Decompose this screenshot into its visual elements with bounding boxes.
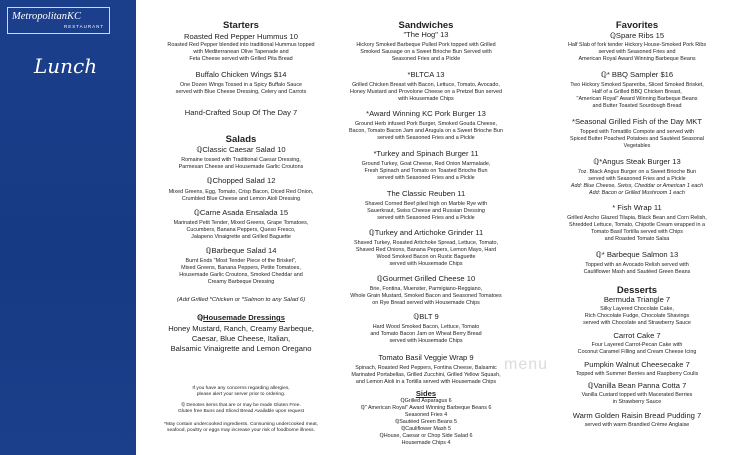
salads-heading: Salads <box>225 134 257 145</box>
angus-burger-desc-1: 7oz. Black Angus Burger on a Sweet Brioche Bun <box>577 169 697 175</box>
angus-burger-name <box>526 157 748 166</box>
side-green-beans-label: Sautéed Green Beans 5 <box>399 419 458 425</box>
cheesecake-desc-1: Topped with Summer Berries and Raspberry Coulis <box>575 371 699 377</box>
add-protein-note: (Add Grilled *Chicken or *Salmon to any Salad 6) <box>176 297 306 303</box>
gluten-free-icon: ℚ <box>205 246 212 255</box>
gluten-free-icon: ℚ <box>593 157 600 166</box>
bread-pudding-name: Warm Golden Raisin Bread Pudding 7 <box>572 411 702 420</box>
dressings-label: Housemade Dressings <box>203 313 285 322</box>
caesar-desc-2: Parmesan Cheese and Housemade Garlic Croutons <box>178 164 304 170</box>
blt-desc-1: Hard Wood Smoked Bacon, Lettuce, Tomato <box>372 324 480 330</box>
fish-of-day-desc-2: Spiced Butter Poached Potatoes and Sautéed Seasonal <box>570 136 704 142</box>
bbq-sampler-desc-2: Half of a Grilled BBQ Chicken Breast, <box>592 89 682 95</box>
grilled-cheese-name <box>342 274 510 283</box>
gluten-free-icon: ℚ <box>394 419 400 425</box>
grinder-desc-3: Wood Smoked Bacon on Rustic Baguette <box>376 254 476 260</box>
hummus-desc-1: Roasted Red Pepper blended into traditional Hummus topped <box>167 42 315 48</box>
blt-name <box>342 312 510 321</box>
wings-desc-1: One Dozen Wings Tossed in a Spicy Buffalo Sauce <box>179 82 303 88</box>
bread-pudding-desc-1: served with warm Brandied Crème Anglaise <box>584 422 690 428</box>
kc-burger-desc-3: served with Seasoned Fries and a Pickle <box>377 135 475 141</box>
soup-name: Hand-Crafted Soup Of The Day 7 <box>184 108 298 117</box>
bermuda-name: Bermuda Triangle 7 <box>603 295 671 304</box>
bbq-sampler-desc-4: and Butter Toasted Sourdough Bread <box>592 103 682 109</box>
asada-desc-3: Jalapeno Vinaigrette and Grilled Baguette <box>191 234 291 240</box>
dressings-line-1: Honey Mustard, Ranch, Creamy Barbeque, <box>168 324 314 333</box>
reuben-desc-3: served with Seasoned Fries and a Pickle <box>377 215 475 221</box>
wings-desc-2: served with Blue Cheese Dressing, Celery and Carrots <box>175 89 307 95</box>
hog-desc-2: Smoked Sausage on a Sweet Brioche Bun Served with <box>360 49 492 55</box>
bbq-salmon-name <box>526 250 748 259</box>
gluten-free-note-text: Denotes items that are or may be made Gluten Free. <box>186 403 301 408</box>
gluten-free-icon: ℚ <box>609 31 616 40</box>
side-asparagus-label: Grilled Asparagus 6 <box>404 398 452 404</box>
sides-heading: Sides <box>415 389 437 398</box>
gluten-free-icon: ℚ <box>587 381 594 390</box>
gluten-free-note-2: Gluten free Buns and Sliced Bread Available upon request <box>177 409 305 414</box>
gluten-free-icon: ℚ <box>360 405 365 411</box>
dressings-line-3: Balsamic Vinaigrette and Lemon Oregano <box>170 344 312 353</box>
side-chips: Housemade Chips 4 <box>401 440 451 446</box>
ribs-desc-2: served with Seasoned Fries and <box>598 49 676 55</box>
veggie-wrap-name: Tomato Basil Veggie Wrap 9 <box>378 353 474 362</box>
grilled-cheese-desc-3: on Rye Bread served with Housemade Chips <box>372 300 480 306</box>
carrot-cake-name: Carrot Cake 7 <box>613 331 661 340</box>
turkey-burger-desc-1: Ground Turkey, Goat Cheese, Red Onion Marmalade, <box>361 161 491 167</box>
gluten-free-icon: ℚ <box>595 250 602 259</box>
watermark-logo: menu <box>504 356 549 373</box>
bermuda-desc-1: Silky Layered Chocolate Cake, <box>600 306 674 312</box>
menu-title: Lunch <box>34 54 98 78</box>
side-salad-label: House, Caesar or Chop Side Salad 6 <box>383 433 473 439</box>
veggie-wrap-desc-3: and Lemon Aioli in a Tortilla served with Housemade Chips <box>355 379 497 385</box>
fish-of-day-name: *Seasonal Grilled Fish of the Day MKT <box>572 117 702 126</box>
fish-wrap-name: * Fish Wrap 11 <box>612 203 662 212</box>
sandwiches-heading: Sandwiches <box>398 20 454 31</box>
chopped-label: Chopped Salad 12 <box>212 176 276 185</box>
bermuda-desc-3: served with Chocolate and Strawberry Sauce <box>583 320 691 326</box>
gluten-free-icon: ℚ <box>193 208 200 217</box>
bbq-sampler-label: * BBQ Sampler $16 <box>606 70 674 79</box>
side-fries: Seasoned Fries 4 <box>404 412 448 418</box>
kc-burger-name: *Award Winning KC Pork Burger 13 <box>366 109 486 118</box>
gluten-free-icon: ℚ <box>413 312 420 321</box>
angus-burger-addon-1: Add: Blue Cheese, Swiss, Cheddar or American 1 each <box>570 183 704 189</box>
brand-sidebar <box>0 0 136 455</box>
bbq-salad-name <box>138 246 344 255</box>
carrot-cake-desc-2: Coconut Caramel Filling and Cream Cheese Icing <box>577 349 697 355</box>
chopped-name <box>138 176 344 185</box>
ribs-label: Spare Ribs 15 <box>615 31 665 40</box>
carrot-cake-desc-1: Four Layered Carrot-Pecan Cake with <box>591 342 683 348</box>
gluten-free-icon: ℚ <box>197 313 204 322</box>
kc-burger-desc-2: Bacon, Tomato Bacon Jam and Arugula on a Sweet Brioche Bun <box>349 128 503 134</box>
gluten-free-icon: ℚ <box>400 426 406 432</box>
gluten-free-icon: ℚ <box>368 228 375 237</box>
veggie-wrap-desc-2: Marinated Portabellas, Grilled Zucchini, Grilled Yellow Squash, <box>351 372 501 378</box>
gluten-free-icon: ℚ <box>400 398 405 404</box>
caesar-label: Classic Caesar Salad 10 <box>202 145 286 154</box>
turkey-burger-desc-3: served with Seasoned Fries and a Pickle <box>377 175 475 181</box>
bbq-salad-desc-2: Mixed Greens, Banana Peppers, Petite Tomatoes, <box>181 265 301 271</box>
reuben-desc-2: Sauerkraut, Swiss Cheese and Russian Dressing <box>367 208 485 214</box>
gluten-free-icon: ℚ <box>196 145 203 154</box>
angus-burger-label: *Angus Steak Burger 13 <box>599 157 681 166</box>
dressings-heading <box>138 313 344 322</box>
caesar-name <box>138 145 344 154</box>
reuben-desc-1: Shaved Corned Beef piled high on Marble Rye with <box>364 201 488 207</box>
gluten-free-icon: ℚ <box>206 176 213 185</box>
asada-desc-1: Marinated Petit Tender, Mixed Greens, Grape Tomatoes, <box>173 220 309 226</box>
blt-desc-2: and Tomato Bacon Jam on Wheat Berry Bread <box>370 331 482 337</box>
grinder-desc-2: Shaved Red Onions, Banana Peppers, Lemon Mayo, Hard <box>355 247 497 253</box>
chopped-desc-2: Crumbled Blue Cheese and Lemon Aioli Dressing <box>181 196 301 202</box>
kc-burger-desc-1: Ground Herb infused Pork Burger, Smoked Gouda Cheese, <box>354 121 498 127</box>
grinder-desc-4: served with Housemade Chips <box>389 261 463 267</box>
turkey-burger-name: *Turkey and Spinach Burger 11 <box>373 149 479 158</box>
bbq-sampler-desc-1: Two Hickory Smoked Spareribs, Sliced Smoked Brisket, <box>570 82 704 88</box>
grinder-desc-1: Shaved Turkey, Roasted Artichoke Spread, Lettuce, Tomato, <box>354 240 498 246</box>
grilled-cheese-desc-2: Whole Grain Mustard, Smoked Bacon and Seasoned Tomatoes <box>350 293 502 299</box>
hog-name: "The Hog" 13 <box>403 30 449 39</box>
dressings-line-2: Caesar, Blue Cheese, Italian, <box>191 334 291 343</box>
grinder-label: Turkey and Artichoke Grinder 11 <box>374 228 484 237</box>
logo-name: MetropolitanKC <box>12 11 82 22</box>
bbq-salad-desc-3: Housemade Garlic Croutons, Smoked Cheddar and <box>179 272 303 278</box>
undercooked-warning-1: *May contain undercooked ingredients. Consuming undercooked meat, <box>164 422 318 427</box>
ribs-name <box>526 31 748 40</box>
bbq-salmon-desc-2: Cauliflower Mash and Sautéed Green Beans <box>583 269 691 275</box>
restaurant-logo <box>7 7 110 34</box>
asada-desc-2: Cucumbers, Banana Peppers, Queso Fresco, <box>186 227 296 233</box>
hummus-name: Roasted Red Pepper Hummus 10 <box>184 32 298 41</box>
panna-cotta-desc-1: Vanilla Custard topped with Macerated Berries <box>581 392 693 398</box>
blt-desc-3: served with Housemade Chips <box>389 338 463 344</box>
grilled-cheese-label: Gourmet Grilled Cheese 10 <box>382 274 476 283</box>
favorites-heading: Favorites <box>615 20 659 31</box>
grinder-name <box>342 228 510 237</box>
fish-of-day-desc-1: Topped with Tomatillo Compote and served with <box>579 129 695 135</box>
side-beans-label: " American Royal" Award Winning Barbeque Beans 6 <box>364 405 492 411</box>
angus-burger-addon-2: Add: Bacon or Grilled Mushroom 1 each <box>589 190 685 196</box>
ribs-desc-1: Half Slab of fork tender Hickory House-Smoked Pork Ribs <box>567 42 707 48</box>
chopped-desc-1: Mixed Greens, Egg, Tomato, Crisp Bacon, Diced Red Onion, <box>168 189 314 195</box>
allergy-note-1: If you have any concerns regarding allergies, <box>192 386 290 391</box>
asada-name <box>138 208 344 217</box>
side-cauliflower-label: Cauliflower Mash 5 <box>405 426 452 432</box>
fish-wrap-desc-3: Tomato Basil Tortilla served with Chips <box>591 229 683 235</box>
bltca-desc-3: with Housemade Chips <box>398 96 454 102</box>
fish-wrap-desc-4: and Roasted Tomato Salsa <box>604 236 670 242</box>
veggie-wrap-desc-1: Spinach, Roasted Red Peppers, Fontina Cheese, Balsamic <box>355 365 497 371</box>
desserts-heading: Desserts <box>616 285 658 296</box>
bbq-salad-desc-1: Burnt Ends "Most Tender Piece of the Brisket", <box>185 258 297 264</box>
hummus-desc-3: Feta Cheese served with Grilled Pita Bread <box>189 56 293 62</box>
gluten-free-icon: ℚ <box>379 433 384 439</box>
grilled-cheese-desc-1: Brie, Fontina, Muenster, Parmigiano-Reggiano, <box>369 286 483 292</box>
panna-cotta-name <box>526 381 748 390</box>
ribs-desc-3: American Royal Award Winning Barbeque Beans <box>578 56 696 62</box>
fish-of-day-desc-3: Vegetables <box>623 143 651 149</box>
asada-label: Carne Asada Ensalada 15 <box>199 208 289 217</box>
hummus-desc-2: with Mediterranean Olive Tapenade and <box>193 49 289 55</box>
undercooked-warning-2: seafood, poultry or eggs may increase your risk of foodborne illness. <box>167 428 315 433</box>
logo-subtitle: RESTAURANT <box>64 24 105 29</box>
panna-cotta-desc-2: in Strawberry Sauce <box>612 399 662 405</box>
blt-label: BLT 9 <box>419 312 439 321</box>
reuben-name: The Classic Reuben 11 <box>386 189 466 198</box>
bltca-desc-1: Grilled Chicken Breast with Bacon, Lettuce, Tomato, Avocado, <box>352 82 500 88</box>
caesar-desc-1: Romaine tossed with Traditional Caesar Dressing, <box>181 157 301 163</box>
bbq-sampler-name <box>526 70 748 79</box>
gluten-free-icon: ℚ <box>600 70 607 79</box>
bbq-salad-desc-4: Creamy Barbeque Dressing <box>207 279 275 285</box>
cheesecake-name: Pumpkin Walnut Cheesecake 7 <box>584 360 690 369</box>
fish-wrap-desc-2: Shredded Lettuce, Tomato, Chipotle Cream wrapped in a <box>569 222 705 228</box>
bermuda-desc-2: Rich Chocolate Fudge, Chocolate Shavings <box>584 313 690 319</box>
wings-name: Buffalo Chicken Wings $14 <box>195 70 287 79</box>
bbq-salmon-label: * Barbeque Salmon 13 <box>601 250 679 259</box>
gluten-free-icon: ℚ <box>376 274 383 283</box>
turkey-burger-desc-2: Fresh Spinach and Tomato on Toasted Brioche Bun <box>364 168 488 174</box>
bbq-salad-label: Barbeque Salad 14 <box>211 246 277 255</box>
fish-wrap-desc-1: Grilled Ancho Glazed Tilapia, Black Bean and Corn Relish, <box>567 215 707 221</box>
panna-cotta-label: Vanilla Bean Panna Cotta 7 <box>593 381 687 390</box>
bbq-salmon-desc-1: Topped with an Avocado Relish served with <box>585 262 689 268</box>
allergy-note-2: please alert your server prior to ordering. <box>196 392 286 397</box>
starters-heading: Starters <box>223 20 259 31</box>
bltca-name: *BLTCA 13 <box>407 70 445 79</box>
hog-desc-3: Seasoned Fries and a Pickle <box>391 56 461 62</box>
hog-desc-1: Hickory Smoked Barbeque Pulled Pork topped with Grilled <box>356 42 496 48</box>
angus-burger-desc-2: served with Seasoned Fries and a Pickle <box>588 176 686 182</box>
gluten-free-icon: ℚ <box>181 403 186 408</box>
bltca-desc-2: Honey Mustard and Provolone Cheese on a Pretzel Bun served <box>350 89 502 95</box>
bbq-sampler-desc-3: "American Royal" Award Winning Barbeque Beans <box>576 96 698 102</box>
